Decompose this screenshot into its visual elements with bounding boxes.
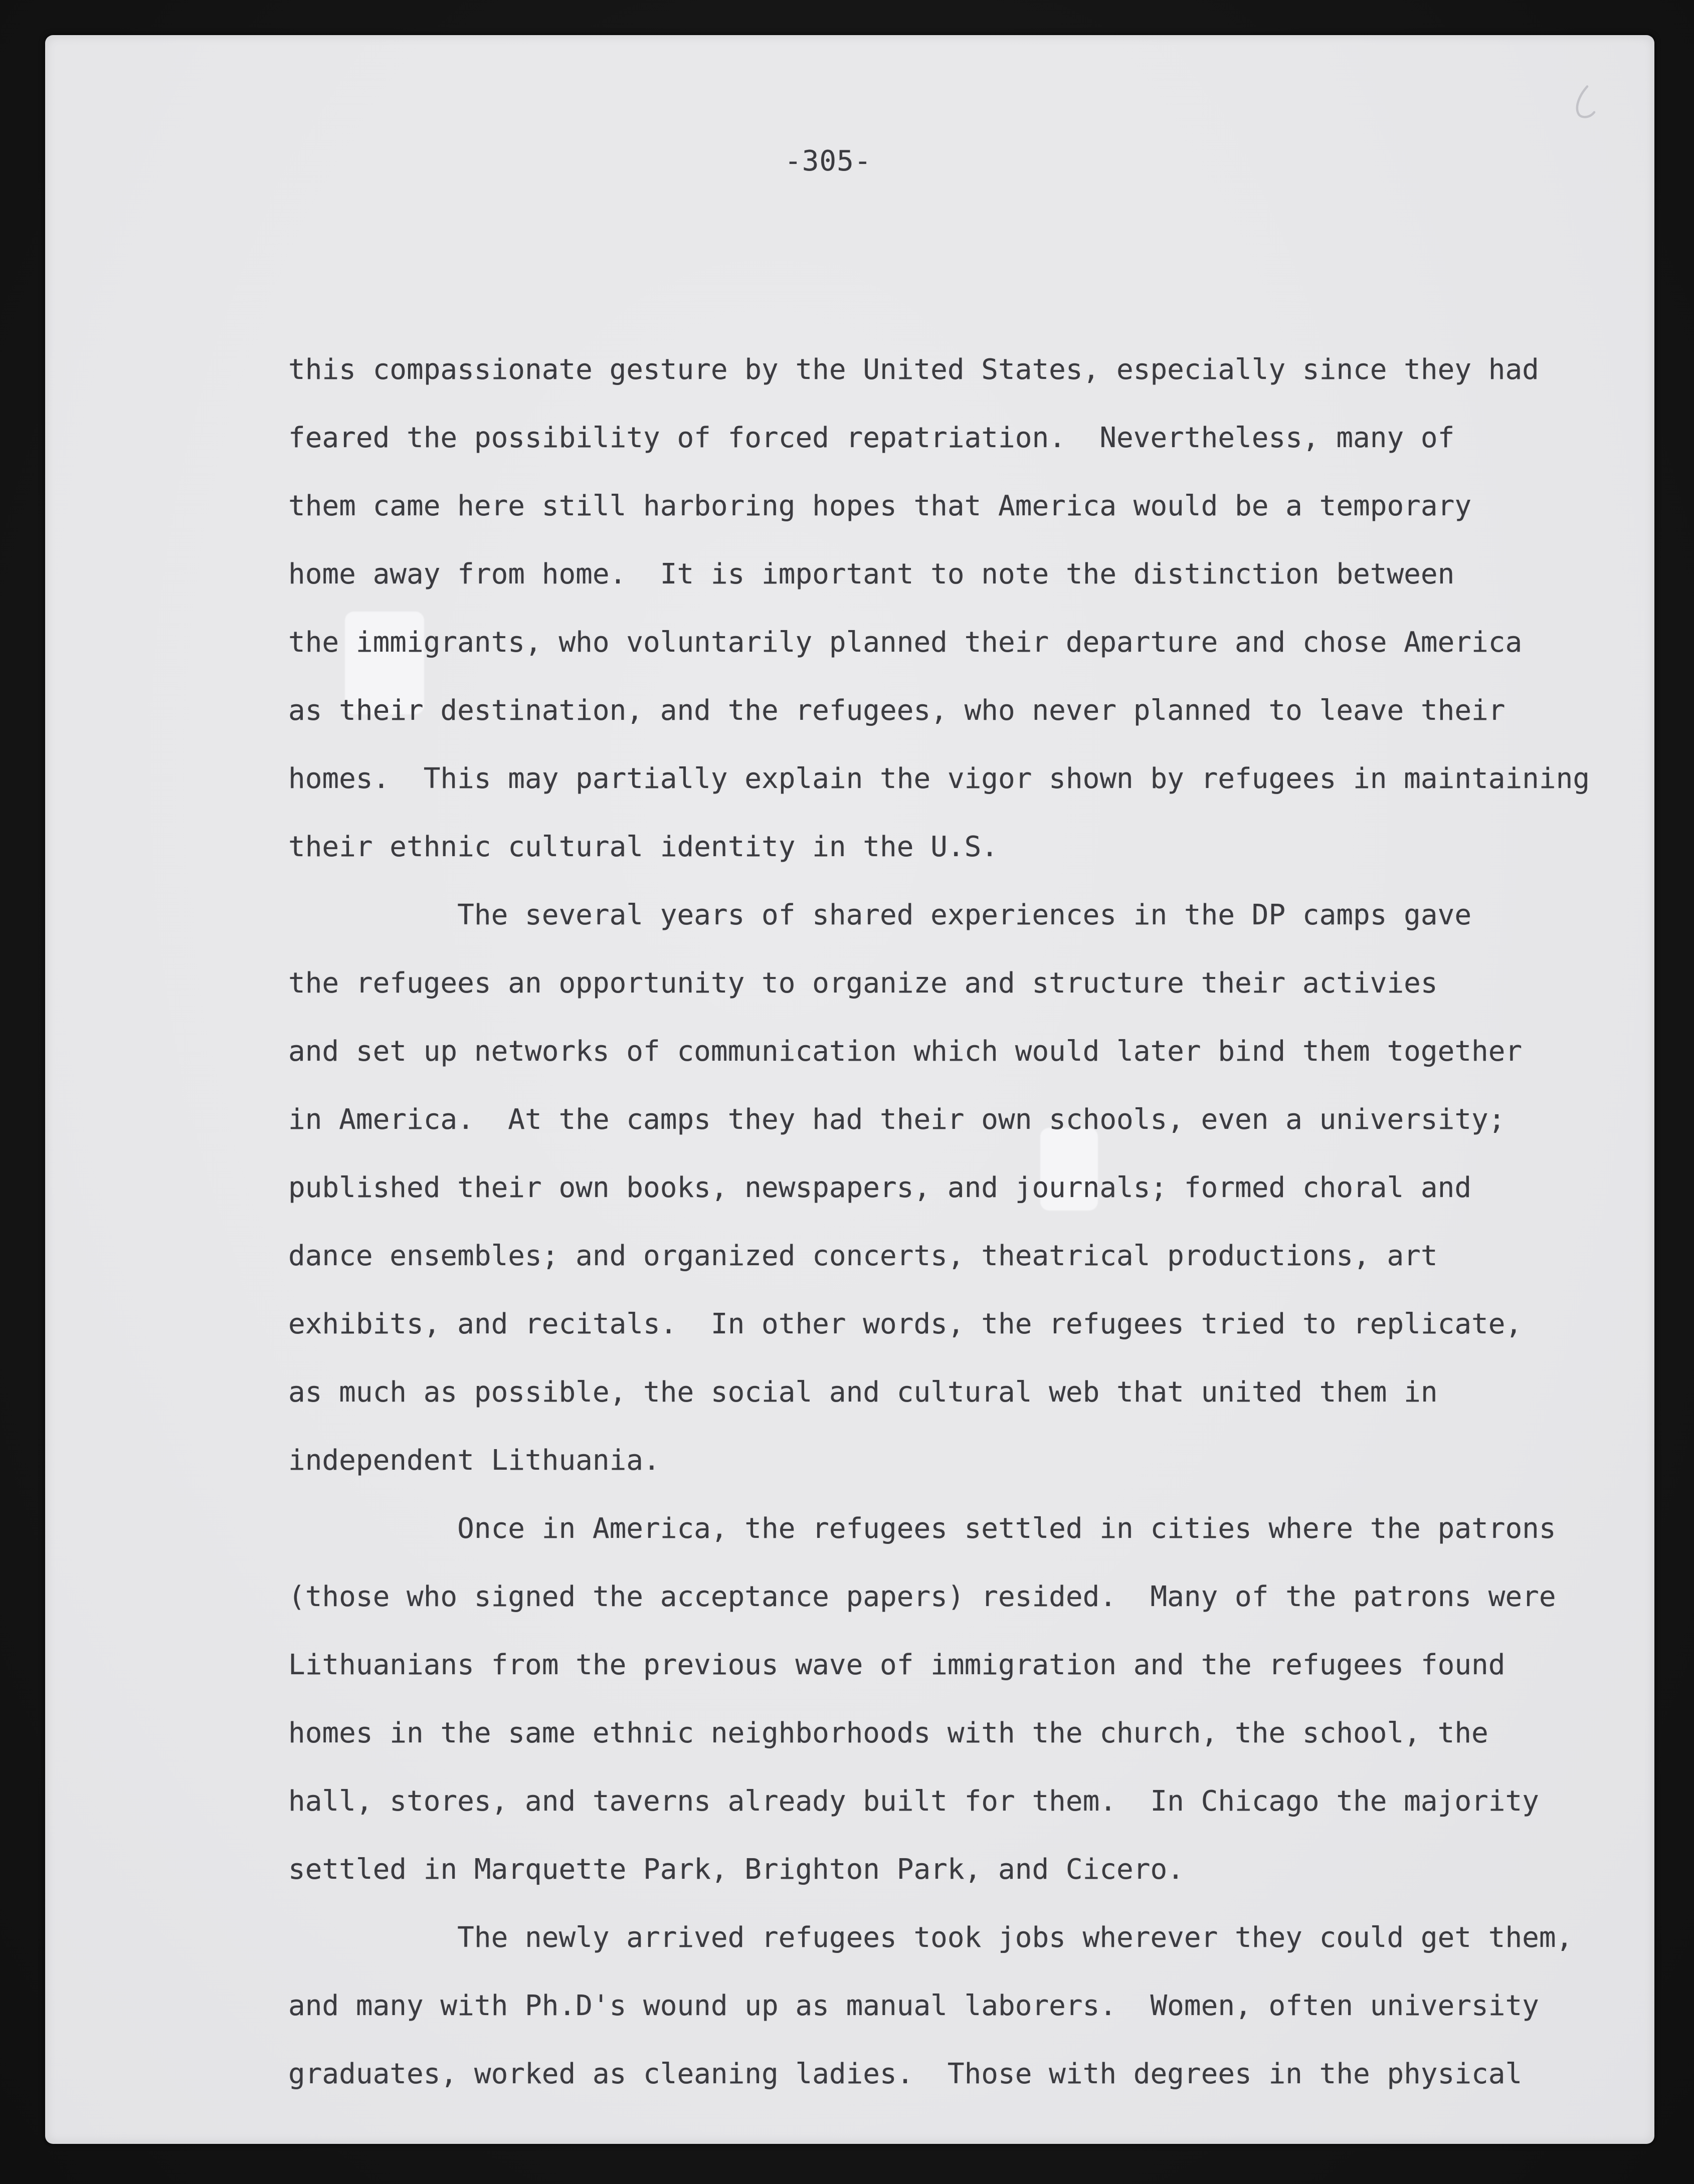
document-body-text [288,336,1662,2108]
text-line: their ethnic cultural identity in the U.S. [288,831,999,863]
pencil-mark-icon [1567,81,1607,125]
text-line: (those who signed the acceptance papers) resided. Many of the patrons were [288,1580,1556,1613]
text-line: as their destination, and the refugees, who never planned to leave their [288,694,1505,727]
text-line: the immigrants, who voluntarily planned their departure and chose America [288,626,1523,659]
text-line: the refugees an opportunity to organize and structure their activies [288,967,1438,1000]
text-line: and set up networks of communication which would later bind them together [288,1035,1523,1068]
text-line: The several years of shared experiences in the DP camps gave [288,899,1472,931]
text-line: homes. This may partially explain the vigor shown by refugees in maintaining [288,762,1590,795]
text-line: as much as possible, the social and cultural web that united them in [288,1376,1438,1409]
text-line: home away from home. It is important to note the distinction between [288,558,1455,590]
text-line: homes in the same ethnic neighborhoods with the church, the school, the [288,1717,1488,1749]
text-line: Lithuanians from the previous wave of immigration and the refugees found [288,1649,1505,1681]
page-number: -305- [785,145,872,177]
text-line: settled in Marquette Park, Brighton Park, and Cicero. [288,1853,1184,1886]
text-line: independent Lithuania. [288,1444,660,1477]
text-line: in America. At the camps they had their own schools, even a university; [288,1103,1505,1136]
text-line: feared the possibility of forced repatriation. Nevertheless, many of [288,422,1455,454]
text-line: this compassionate gesture by the United States, especially since they had [288,353,1539,386]
text-line: hall, stores, and taverns already built for them. In Chicago the majority [288,1785,1539,1818]
text-line: dance ensembles; and organized concerts, theatrical productions, art [288,1240,1438,1272]
typewritten-page [45,35,1654,2144]
text-line: exhibits, and recitals. In other words, the refugees tried to replicate, [288,1308,1523,1340]
text-line: published their own books, newspapers, and journals; formed choral and [288,1171,1472,1204]
text-line: them came here still harboring hopes that America would be a temporary [288,490,1472,522]
text-line: Once in America, the refugees settled in cities where the patrons [288,1512,1556,1545]
text-line: and many with Ph.D's wound up as manual laborers. Women, often university [288,1990,1539,2022]
text-line: graduates, worked as cleaning ladies. Those with degrees in the physical [288,2058,1523,2090]
text-line: The newly arrived refugees took jobs wherever they could get them, [288,1921,1573,1954]
